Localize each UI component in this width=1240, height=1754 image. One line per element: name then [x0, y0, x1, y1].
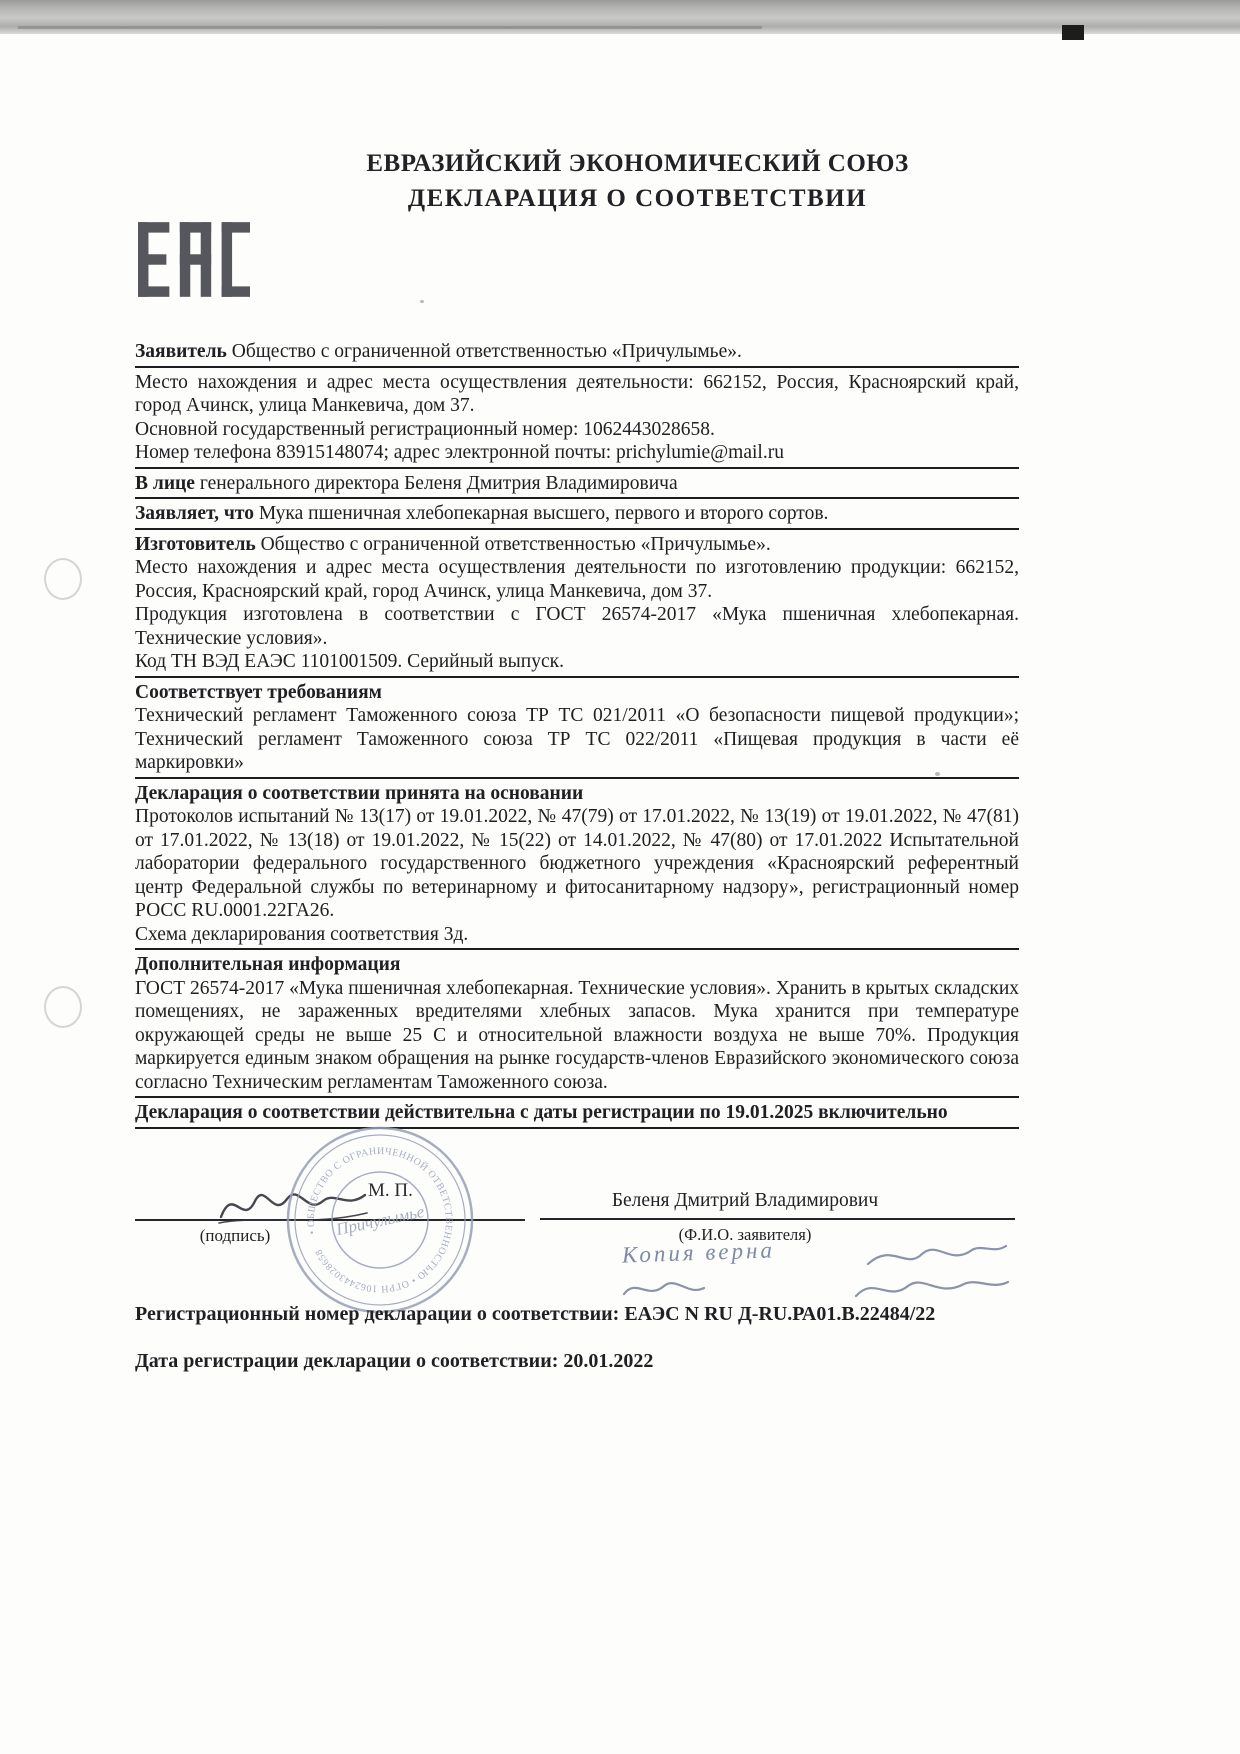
fio-caption: (Ф.И.О. заявителя) [678, 1225, 812, 1244]
manufacturer-label: Изготовитель [135, 533, 256, 555]
contact-line: Номер телефона 83915148074; адрес электронной почты: prichylumie@mail.ru [135, 442, 784, 463]
manufacturer-line [135, 533, 1019, 557]
scan-artifact-corner-mark [1062, 25, 1084, 40]
title-union-line: ЕВРАЗИЙСКИЙ ЭКОНОМИЧЕСКИЙ СОЮЗ [366, 150, 909, 177]
registration-date-line: Дата регистрации декларации о соответствии: 20.01.2022 [135, 1350, 654, 1372]
scheme-line: Схема декларирования соответствия 3д. [135, 923, 1019, 951]
gost-line: Продукция изготовлена в соответствии с ГОСТ 26574-2017 «Мука пшеничная хлебопекарная. Технические условия». [135, 604, 1019, 649]
ogrn-line: Основной государственный регистрационный номер: 1062443028658. [135, 418, 715, 440]
basis-text: Протоколов испытаний № 13(17) от 19.01.2022, № 47(79) от 17.01.2022, № 13(19) от 19.01.2022, № 47(81) от 17.01.2022, № 13(18) от 19.01.2022, № 15(22) от 14.01.2022, № 47(80) от 17.01.2022 Испытательной лаборатории федерального государственного бюджетного учреждения «Красноярский референтный центр Федеральной службы по ветеринарному и фитосанитарному надзору», регистрационный номер РОСС RU.0001.22ГА26. [135, 806, 1019, 921]
basis-heading: Декларация о соответствии принята на основании [135, 782, 584, 804]
hole-punch-mark [44, 986, 82, 1028]
in-person-line [135, 472, 1019, 500]
applicant-fio: Беленя Дмитрий Владимирович [611, 1190, 879, 1211]
document-title [0, 150, 1240, 213]
applicant-line [135, 340, 1019, 368]
in-person-label: В лице [135, 472, 195, 494]
complies-heading: Соответствует требованиям [135, 681, 382, 703]
title-declaration-line: ДЕКЛАРАЦИЯ О СООТВЕТСТВИИ [407, 185, 868, 212]
scan-artifact-top-edge [0, 0, 1240, 34]
additional-heading: Дополнительная информация [135, 954, 401, 975]
declares-label: Заявляет, что [135, 503, 254, 524]
validity-line: Декларация о соответствии действительна с даты регистрации по 19.01.2025 включительно [135, 1101, 1019, 1129]
additional-text: ГОСТ 26574-2017 «Мука пшеничная хлебопекарная. Технические условия». Хранить в крытых складских помещениях, не зараженных вредителями хлебных запасов. Мука хранится при температуре окружающей среды не выше 25 С и относительной влажности воздуха не выше 70%. Продукция маркируется единым знаком обращения на рынке государств-членов Евразийского экономического союза согласно Техническим регламентам Таможенного союза. [135, 977, 1019, 1099]
manufacturer-block [135, 533, 1019, 678]
applicant-label: Заявитель [135, 341, 227, 362]
manufacturer-address: Место нахождения и адрес места осуществления деятельности по изготовлению продукции: 662152, Россия, Красноярский край, город Ачинск, улица Манкевича, дом 37. [135, 557, 1019, 602]
stamp-center-text: Причулымье [334, 1201, 426, 1240]
document-body [135, 340, 1019, 1132]
applicant-address: Место нахождения и адрес места осуществления деятельности: 662152, Россия, Красноярский край, город Ачинск, улица Манкевича, дом 37. [135, 371, 1019, 416]
tnved-line: Код ТН ВЭД ЕАЭС 1101001509. Серийный выпуск. [135, 651, 564, 672]
signature-caption: (подпись) [199, 1226, 271, 1245]
registration-number-line: Регистрационный номер декларации о соответствии: ЕАЭС N RU Д-RU.РА01.В.22484/22 [135, 1303, 936, 1325]
manufacturer-value: Общество с ограниченной ответственностью «Причулымье». [255, 533, 771, 555]
eac-conformity-mark-icon [138, 222, 250, 297]
stamp-place-label: М. П. [368, 1180, 413, 1201]
stamp-ring-text: • ОБЩЕСТВО С ОГРАНИЧЕННОЙ ОТВЕТСТВЕННОСТЬЮ • ОГРН 1062443028658 [305, 1145, 455, 1295]
complies-text: Технический регламент Таможенного союза ТР ТС 021/2011 «О безопасности пищевой продукции»; Технический регламент Таможенного союза ТР ТС 022/2011 «Пищевая продукция в части её маркировки» [135, 704, 1019, 779]
hole-punch-mark [44, 558, 82, 600]
in-person-value: генерального директора Беленя Дмитрия Владимировича [194, 472, 678, 494]
applicant-details-block [135, 371, 1019, 469]
handwritten-note: Копия верна [621, 1237, 776, 1268]
declares-value: Мука пшеничная хлебопекарная высшего, первого и второго сортов. [253, 503, 829, 524]
scan-speck [420, 300, 424, 303]
fio-line [540, 1218, 1015, 1220]
declares-line [135, 502, 1019, 530]
applicant-value: Общество с ограниченной ответственностью «Причулымье». [226, 341, 742, 362]
